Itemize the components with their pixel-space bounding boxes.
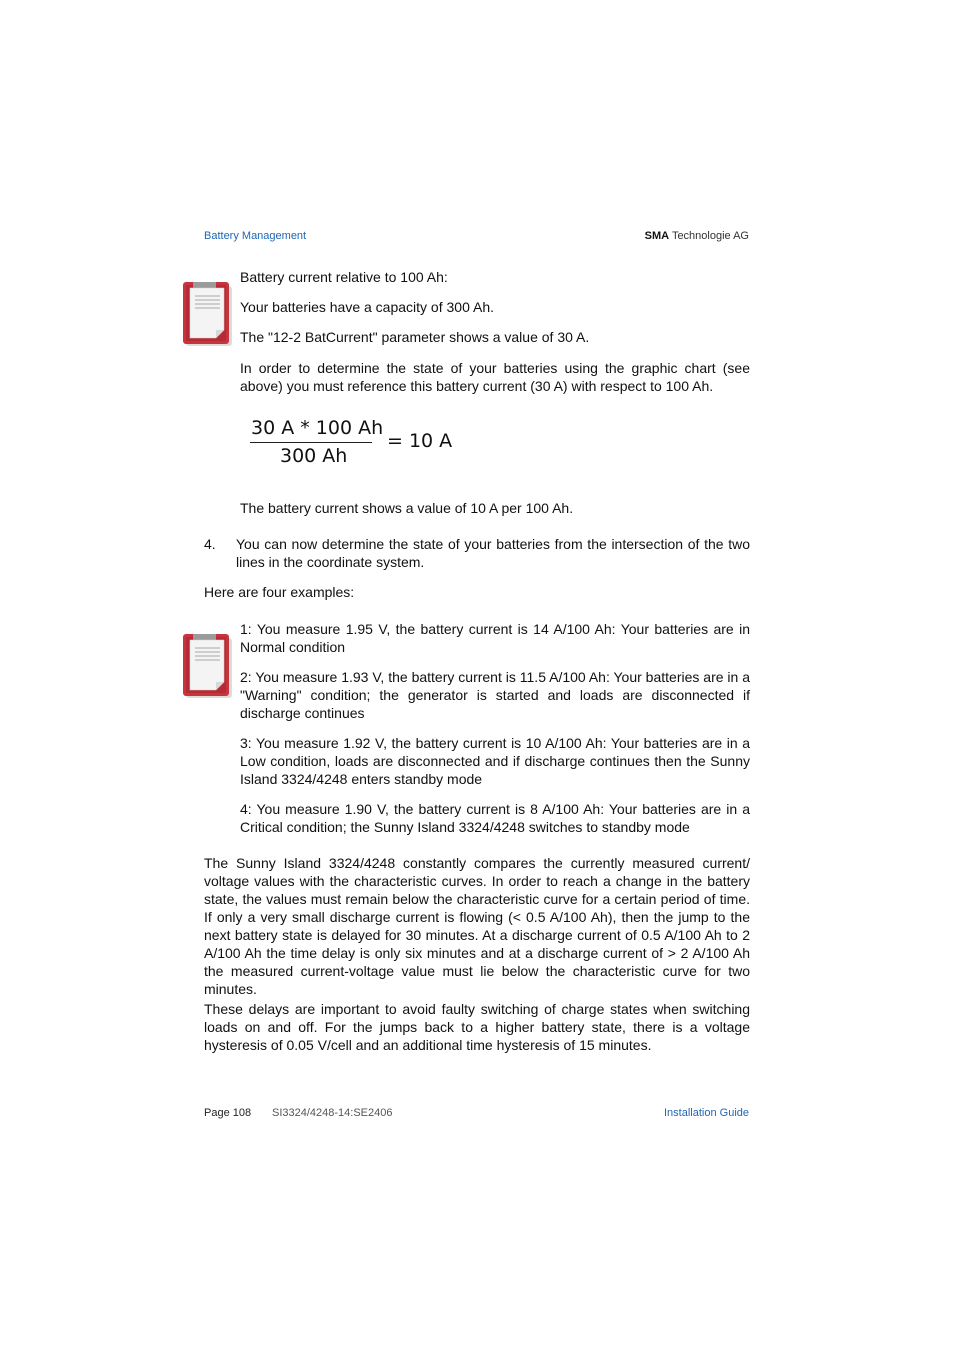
footer-page-number: Page 108	[204, 1107, 252, 1119]
formula-fraction-line	[250, 442, 372, 443]
examples-intro: Here are four examples:	[204, 584, 355, 600]
note1-line-1: Battery current relative to 100 Ah:	[240, 269, 448, 285]
step4-number: 4.	[204, 536, 216, 552]
example-4: 4: You measure 1.90 V, the battery current is 8 A/100 Ah: Your batteries are in a Critical condition; the Sunny Island 3324/4248 switches to standby mode	[240, 801, 750, 835]
company-name: Technologie AG	[671, 230, 749, 242]
example-2: 2: You measure 1.93 V, the battery current is 11.5 A/100 Ah: Your batteries are in a "Warning" condition; the generator is started and loads are disconnected if discharge continues	[240, 669, 750, 721]
step4-text: You can now determine the state of your batteries from the intersection of the two lines in the coordinate system.	[236, 536, 750, 570]
body-paragraph-1: The Sunny Island 3324/4248 constantly compares the currently measured current/ voltage values with the characteristic curves. In order to reach a change in the battery state, the values must remain below the characteristic curve for a certain period of time. If only a very small discharge current is flowing (< 0.5 A/100 Ah), then the jump to the next battery state is delayed for 30 minutes. At a discharge current of 0.5 A/100 Ah to 2 A/100 Ah the time delay is only six minutes and at a discharge current of > 2 A/100 Ah the measured current-voltage value must lie below the characteristic curve for two minutes.	[204, 855, 750, 997]
brand-sma: SMA	[644, 230, 670, 242]
formula-result: = 10 A	[387, 430, 453, 452]
header-section: Battery Management	[204, 230, 307, 242]
clipboard-note-icon	[180, 276, 236, 348]
note1-paragraph: In order to determine the state of your batteries using the graphic chart (see above) you must reference this battery current (30 A) with respect to 100 Ah.	[240, 360, 750, 394]
footer-doc-title: Installation Guide	[664, 1107, 749, 1119]
note1-line-2: Your batteries have a capacity of 300 Ah.	[240, 299, 494, 315]
note1-line-3: The "12-2 BatCurrent" parameter shows a value of 30 A.	[240, 329, 590, 345]
formula-denominator: 300 Ah	[280, 445, 348, 467]
example-1: 1: You measure 1.95 V, the battery current is 14 A/100 Ah: Your batteries are in Normal condition	[240, 621, 750, 655]
header-company	[645, 230, 749, 242]
footer-doc-code: SI3324/4248-14:SE2406	[272, 1107, 393, 1119]
body-paragraph-2: These delays are important to avoid faulty switching of charge states when switching loads on and off. For the jumps back to a higher battery state, there is a voltage hysteresis of 0.05 V/cell and an additional time hysteresis of 15 minutes.	[204, 1001, 750, 1053]
clipboard-note-icon	[180, 628, 236, 700]
note1-conclusion: The battery current shows a value of 10 A per 100 Ah.	[240, 500, 574, 516]
example-3: 3: You measure 1.92 V, the battery current is 10 A/100 Ah: Your batteries are in a Low condition, loads are disconnected and if discharge continues then the Sunny Island 3324/4248 enters standby mode	[240, 735, 750, 787]
formula-numerator: 30 A * 100 Ah	[251, 417, 384, 439]
